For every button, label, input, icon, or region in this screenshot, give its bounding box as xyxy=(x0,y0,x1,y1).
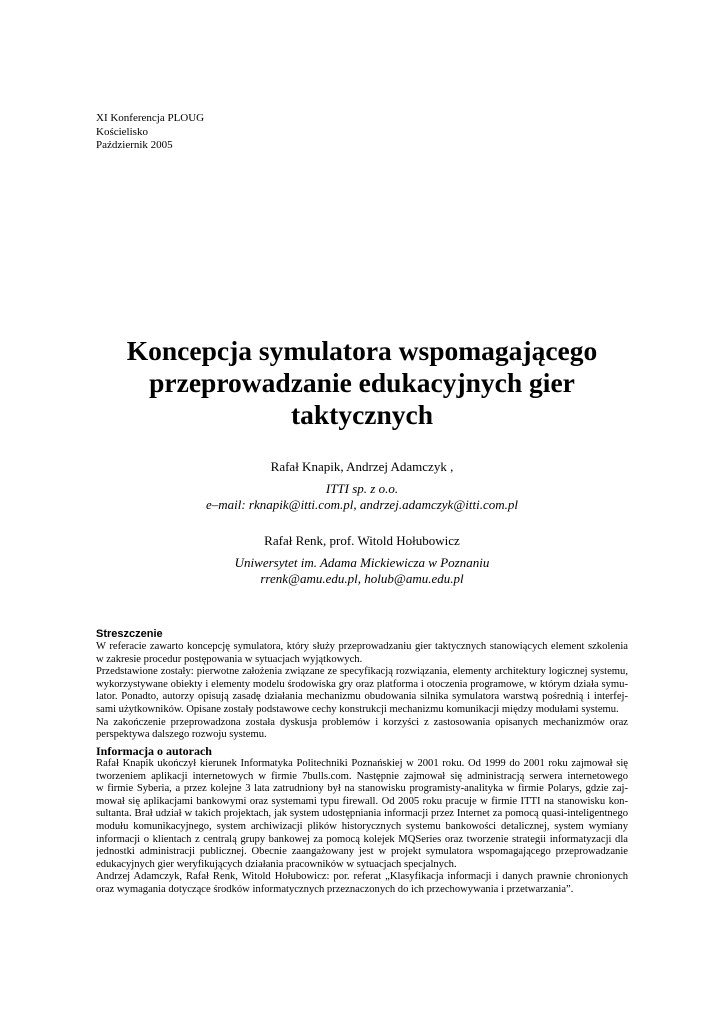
conference-date: Październik 2005 xyxy=(96,139,173,151)
abstract-line: W referacie zawarto koncepcję symulatora, który służy przeprowadzaniu gier taktycznych stanowiących element szkolenia xyxy=(96,641,628,652)
affiliation-block-1 xyxy=(96,481,628,513)
about-authors-line: Andrzej Adamczyk, Rafał Renk, Witold Hołubowicz: por. referat „Klasyfikacja informacji i danych prawnie chronionych xyxy=(96,871,628,883)
conference-name: XI Konferencja PLOUG xyxy=(96,112,205,124)
about-authors-line: mował się aplikacjami bankowymi oraz systemami typu firewall. Od 2005 roku pracuje w firmie ITTI na stanowisku kon- xyxy=(96,795,628,807)
about-authors-line: edukacyjnych gier weryfikujących działania pracowników w sytuacjach specjalnych. xyxy=(96,858,457,870)
about-authors-line: tworzeniem aplikacji internetowych w firmie 7bulls.com. Następnie zajmował się administracją serwera internetowego xyxy=(96,770,628,782)
abstract-heading: Streszczenie xyxy=(96,628,163,640)
affiliation-email-1: e–mail: rknapik@itti.com.pl, andrzej.adamczyk@itti.com.pl xyxy=(205,497,519,512)
abstract-line: lator. Ponadto, autorzy opisują zasadę działania mechanizmu obudowania silnika symulatora warstwą pośrednią i interfej- xyxy=(96,691,628,703)
conference-location: Kościelisko xyxy=(96,125,148,138)
about-authors-body xyxy=(96,758,628,897)
abstract-line: sami użytkowników. Opisane zostały podstawowe cechy konstrukcji mechanizmu komunikacji między modułami systemu. xyxy=(96,703,619,715)
abstract-line: Przedstawione zostały: pierwotne założenia związane ze specyfikacją rozwiązania, elementy architektury logicznej systemu, xyxy=(96,666,628,678)
abstract-line: Na zakończenie przeprowadzona została dyskusja problemów i korzyści z zastosowania opisanych mechanizmów oraz xyxy=(96,716,628,728)
affiliation-email-2: rrenk@amu.edu.pl, holub@amu.edu.pl xyxy=(260,571,464,586)
conference-header xyxy=(96,112,204,153)
about-authors-heading: Informacja o autorach xyxy=(96,744,212,758)
abstract-line: wykorzystywane obiekty i elementy modelu środowiska gry oraz platforma i otoczenia programowe, w którym działa symu- xyxy=(96,678,628,690)
about-authors-section xyxy=(96,745,628,897)
about-authors-line: sultanta. Brał udział w takich projektach, jak system udostępniania informacji przez Internet za pomocą quasi-inteligentnego xyxy=(96,808,628,820)
about-authors-line: informacji o klientach z centralą grupy bankowej za pomocą kolejek MQSeries oraz tworzenie strategii informatyzacji dla xyxy=(96,833,628,845)
abstract-line: w zakresie procedur postępowania w sytuacjach wyjątkowych. xyxy=(96,653,363,665)
about-authors-line: Rafał Knapik ukończył kierunek Informatyka Politechniki Poznańskiej w 2001 roku. Od 1999 do 2001 roku zajmował się xyxy=(96,758,628,769)
affiliation-name-1: ITTI sp. z o.o. xyxy=(325,481,399,496)
affiliation-name-2: Uniwersytet im. Adama Mickiewicza w Poznaniu xyxy=(234,555,490,570)
abstract-line: perspektywa dalszego rozwoju systemu. xyxy=(96,729,267,741)
author-names-1: Rafał Knapik, Andrzej Adamczyk , xyxy=(270,459,454,474)
about-authors-line: oraz wymagania dotyczące środków informatycznych przeznaczonych do ich przechowywania i przetwarzania”. xyxy=(96,883,574,895)
about-authors-line: w firmie Syberia, a przez kolejne 3 lata zatrudniony był na stanowisku programisty-analityka w firmie Polarys, gdzie zaj- xyxy=(96,783,628,795)
abstract-body xyxy=(96,641,628,742)
paper-title xyxy=(96,335,628,431)
title-line-1: Koncepcja symulatora wspomagającego xyxy=(126,335,598,366)
title-line-2: przeprowadzanie edukacyjnych gier xyxy=(149,367,575,398)
about-authors-line: jednostki administracji publicznej. Obecnie zaangażowany jest w projekt symulatora wspomagającego przeprowadzanie xyxy=(96,846,628,858)
affiliation-block-2 xyxy=(96,555,628,587)
about-authors-line: modułu komunikacyjnego, system archiwizacji plików historycznych systemu bankowości detalicznej, system wymiany xyxy=(96,820,628,832)
title-line-3: taktycznych xyxy=(290,399,434,430)
author-names-2: Rafał Renk, prof. Witold Hołubowicz xyxy=(264,533,460,548)
abstract-section xyxy=(96,628,628,742)
